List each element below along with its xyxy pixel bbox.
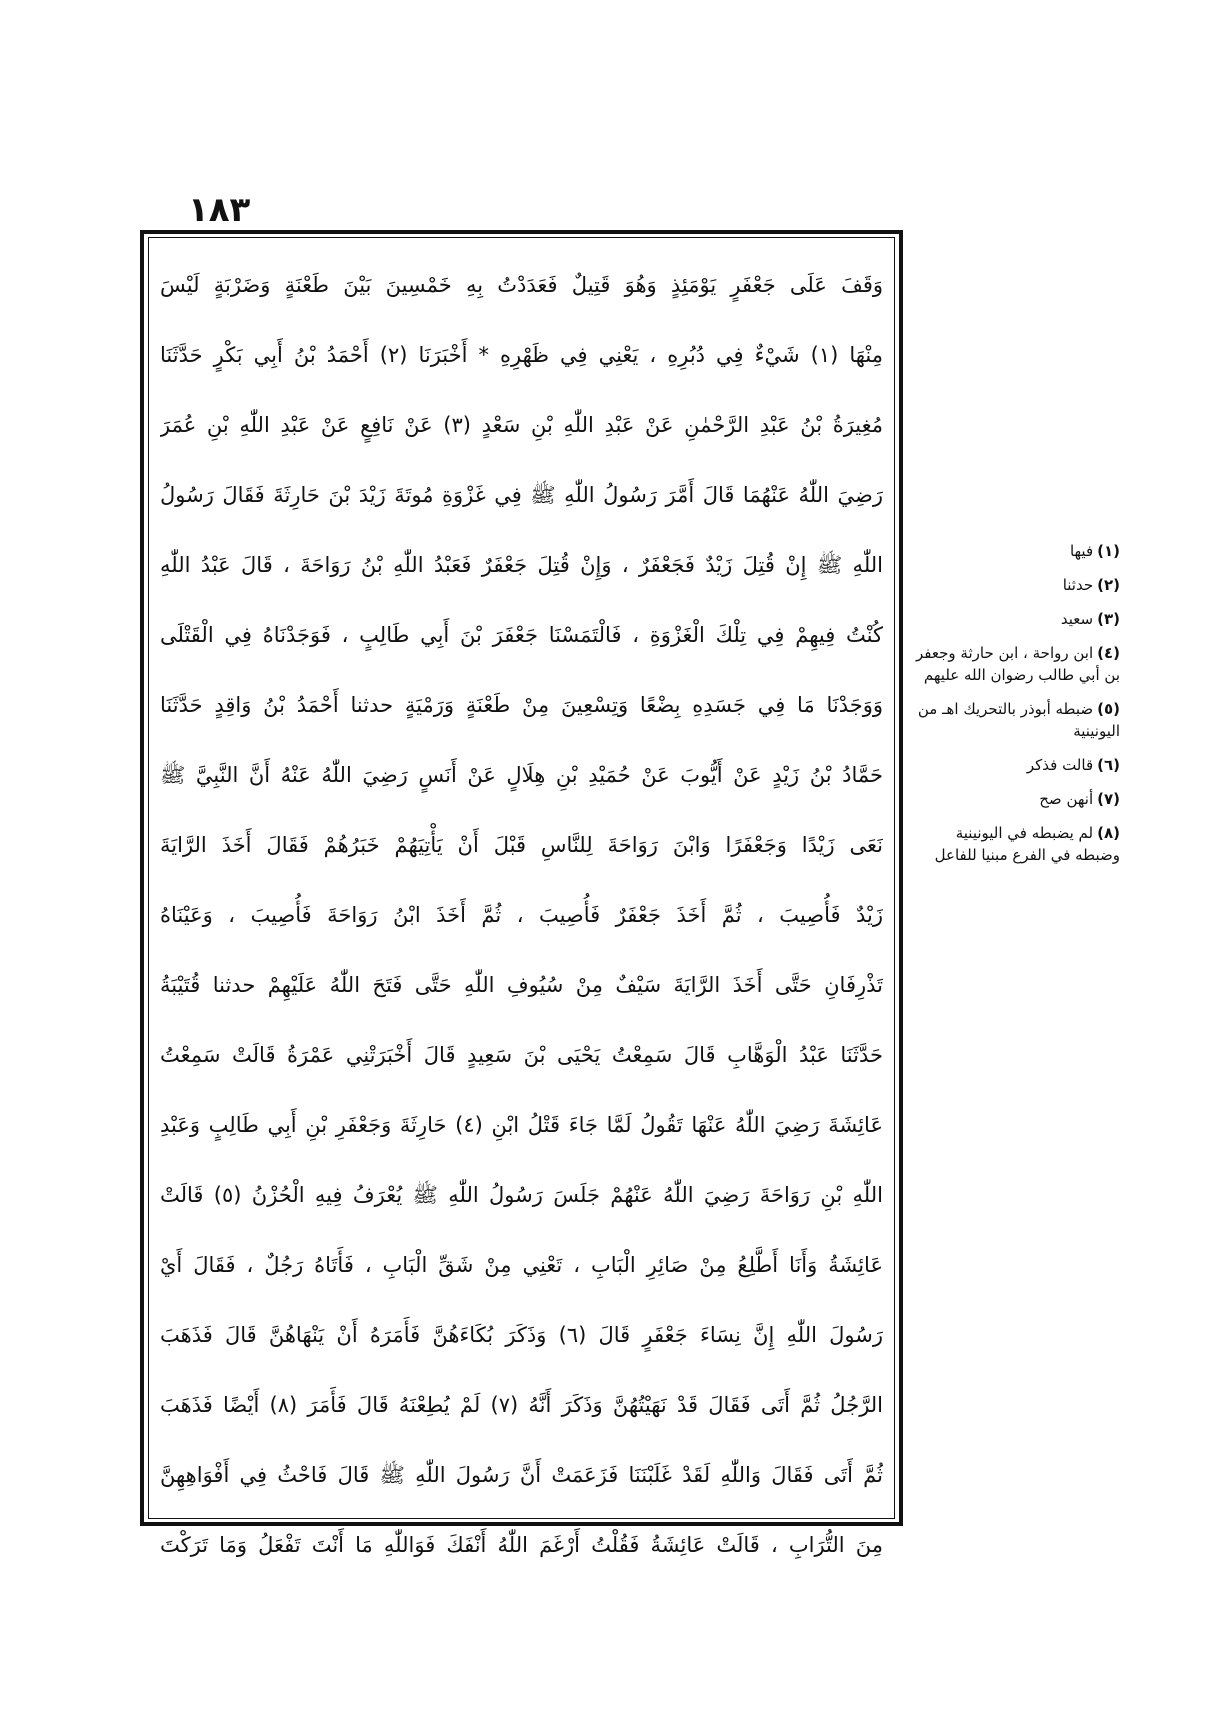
margin-note	[910, 574, 1120, 596]
page-number: ١٨٣	[188, 190, 251, 230]
note-number: (٧)	[1097, 790, 1120, 808]
text-line: مِنْهَا (١) شَيْءٌ فِي دُبُرِهِ ، يَعْنِي فِي ظَهْرِهِ * أَخْبَرَنَا (٢) أَحْمَدُ بْنُ أَبِي بَكْرٍ حَدَّثَنَا	[160, 343, 883, 367]
text-line: مُغِيرَةُ بْنُ عَبْدِ الرَّحْمٰنِ عَنْ عَبْدِ اللّٰهِ بْنِ سَعْدٍ (٣) عَنْ نَافِعٍ عَنْ عَبْدِ اللّٰهِ بْنِ عُمَرَ	[160, 413, 883, 437]
marginal-notes	[910, 540, 1120, 1100]
text-line: اللّٰهِ ﷺ إِنْ قُتِلَ زَيْدٌ فَجَعْفَرٌ ، وَإِنْ قُتِلَ جَعْفَرٌ فَعَبْدُ اللّٰهِ بْنُ رَوَاحَةَ ، قَالَ عَبْدُ اللّٰهِ	[160, 553, 883, 577]
note-number: (٨)	[1097, 824, 1120, 842]
margin-note	[910, 754, 1120, 776]
note-number: (١)	[1097, 542, 1120, 560]
text-line: نَعَى زَيْدًا وَجَعْفَرًا وَابْنَ رَوَاحَةَ لِلنَّاسِ قَبْلَ أَنْ يَأْتِيَهُمْ خَبَرُهُمْ فَقَالَ أَخَذَ الرَّايَةَ	[160, 833, 883, 857]
text-line: ثُمَّ أَتَى فَقَالَ وَاللّٰهِ لَقَدْ غَلَبْنَنَا فَزَعَمَتْ أَنَّ رَسُولَ اللّٰهِ ﷺ قَالَ فَاحْثُ فِي أَفْوَاهِهِنَّ	[160, 1463, 883, 1487]
note-text: أنهن صح	[1039, 790, 1094, 808]
note-number: (٢)	[1097, 576, 1120, 594]
text-line: رَسُولَ اللّٰهِ إِنَّ نِسَاءَ جَعْفَرٍ قَالَ (٦) وَذَكَرَ بُكَاءَهُنَّ فَأَمَرَهُ أَنْ يَنْهَاهُنَّ قَالَ فَذَهَبَ	[160, 1323, 883, 1347]
note-number: (٦)	[1097, 756, 1120, 774]
text-line: مِنَ التُّرَابِ ، قَالَتْ عَائِشَةُ فَقُلْتُ أَرْغَمَ اللّٰهُ أَنْفَكَ فَوَاللّٰهِ مَا أَنْتَ تَفْعَلُ وَمَا تَرَكْتَ	[160, 1533, 883, 1557]
text-line: رَضِيَ اللّٰهُ عَنْهُمَا قَالَ أَمَّرَ رَسُولُ اللّٰهِ ﷺ فِي غَزْوَةِ مُوتَةَ زَيْدَ بْنَ حَارِثَةَ فَقَالَ رَسُولُ	[160, 483, 883, 507]
note-text: فيها	[1069, 542, 1094, 560]
note-text: قالت فذكر	[1026, 756, 1094, 774]
text-line: الرَّجُلُ ثُمَّ أَتَى فَقَالَ قَدْ نَهَيْتُهُنَّ وَذَكَرَ أَنَّهُ (٧) لَمْ يُطِعْنَهُ قَالَ فَأَمَرَ (٨) أَيْضًا فَذَهَبَ	[160, 1393, 883, 1417]
main-text-block	[160, 250, 883, 1557]
note-text: سعيد	[1060, 610, 1094, 628]
text-line: عَائِشَةُ وَأَنَا أَطَّلِعُ مِنْ صَائِرِ الْبَابِ ، تَعْنِي مِنْ شَقِّ الْبَابِ ، فَأَتَاهُ رَجُلٌ ، فَقَالَ أَيْ	[160, 1253, 883, 1277]
note-number: (٣)	[1097, 610, 1120, 628]
text-line: تَذْرِفَانِ حَتَّى أَخَذَ الرَّايَةَ سَيْفٌ مِنْ سُيُوفِ اللّٰهِ حَتَّى فَتَحَ اللّٰهُ عَلَيْهِمْ حدثنا قُتَيْبَةُ	[160, 973, 883, 997]
text-line: عَائِشَةَ رَضِيَ اللّٰهُ عَنْهَا تَقُولُ لَمَّا جَاءَ قَتْلُ ابْنِ (٤) حَارِثَةَ وَجَعْفَرِ بْنِ أَبِي طَالِبٍ وَعَبْدِ	[160, 1113, 883, 1137]
margin-note	[910, 642, 1120, 686]
text-line: وَقَفَ عَلَى جَعْفَرٍ يَوْمَئِذٍ وَهُوَ قَتِيلٌ فَعَدَدْتُ بِهِ خَمْسِينَ بَيْنَ طَعْنَةٍ وَضَرْبَةٍ لَيْسَ	[160, 273, 883, 297]
note-number: (٤)	[1097, 644, 1120, 662]
text-line: وَوَجَدْنَا مَا فِي جَسَدِهِ بِضْعًا وَتِسْعِينَ مِنْ طَعْنَةٍ وَرَمْيَةٍ حدثنا أَحْمَدُ بْنُ وَاقِدٍ حَدَّثَنَا	[160, 693, 883, 717]
note-text: لم يضبطه في اليونينية وضبطه في الفرع مبنيا للفاعل	[934, 824, 1120, 864]
margin-note	[910, 540, 1120, 562]
note-text: ضبطه أبوذر بالتحريك اهـ من اليونينية	[917, 700, 1120, 740]
note-number: (٥)	[1097, 700, 1120, 718]
text-line: حَدَّثَنَا عَبْدُ الْوَهَّابِ قَالَ سَمِعْتُ يَحْيَى بْنَ سَعِيدٍ قَالَ أَخْبَرَتْنِي عَمْرَةُ قَالَتْ سَمِعْتُ	[160, 1043, 883, 1067]
note-text: ابن رواحة ، ابن حارثة وجعفر بن أبي طالب رضوان الله عليهم	[916, 644, 1120, 684]
text-line: اللّٰهِ بْنِ رَوَاحَةَ رَضِيَ اللّٰهُ عَنْهُمْ جَلَسَ رَسُولُ اللّٰهِ ﷺ يُعْرَفُ فِيهِ الْحُزْنُ (٥) قَالَتْ	[160, 1183, 883, 1207]
note-text: حدثنا	[1062, 576, 1094, 594]
margin-note	[910, 788, 1120, 810]
text-line: زَيْدٌ فَأُصِيبَ ، ثُمَّ أَخَذَ جَعْفَرٌ فَأُصِيبَ ، ثُمَّ أَخَذَ ابْنُ رَوَاحَةَ فَأُصِيبَ ، وَعَيْنَاهُ	[160, 903, 883, 927]
margin-note	[910, 698, 1120, 742]
margin-note	[910, 822, 1120, 866]
text-line: حَمَّادُ بْنُ زَيْدٍ عَنْ أَيُّوبَ عَنْ حُمَيْدِ بْنِ هِلَالٍ عَنْ أَنَسٍ رَضِيَ اللّٰهُ عَنْهُ أَنَّ النَّبِيَّ ﷺ	[160, 763, 883, 787]
margin-note	[910, 608, 1120, 630]
text-line: كُنْتُ فِيهِمْ فِي تِلْكَ الْغَزْوَةِ ، فَالْتَمَسْنَا جَعْفَرَ بْنَ أَبِي طَالِبٍ ، فَوَجَدْنَاهُ فِي الْقَتْلَى	[160, 623, 883, 647]
